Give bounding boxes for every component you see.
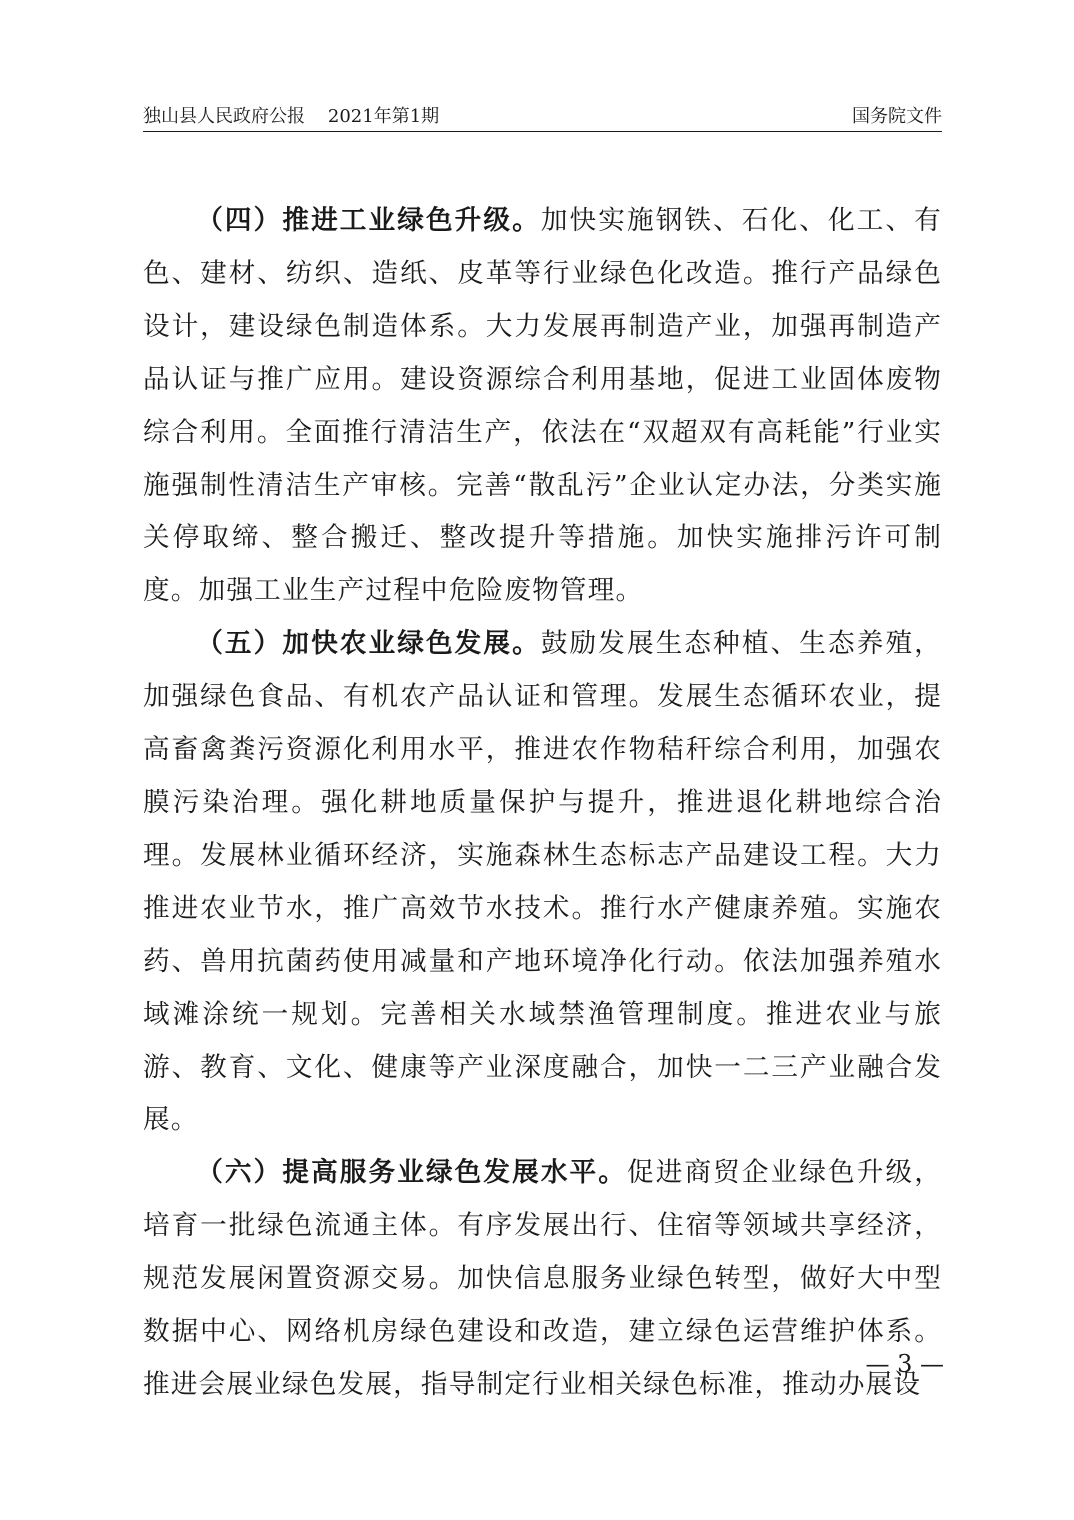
paragraph-services xyxy=(143,1147,942,1412)
paragraph-heading: （五）加快农业绿色发展。 xyxy=(196,628,541,660)
page-number: — 3 — xyxy=(865,1350,944,1378)
header-divider xyxy=(143,131,942,132)
section-label: 国务院文件 xyxy=(852,106,942,127)
document-body xyxy=(143,195,942,1412)
page-header xyxy=(143,104,942,130)
paragraph-agriculture xyxy=(143,618,942,1147)
paragraph-heading: （六）提高服务业绿色发展水平。 xyxy=(196,1157,627,1189)
paragraph-industry xyxy=(143,195,942,618)
paragraph-text: 鼓励发展生态种植、生态养殖，加强绿色食品、有机农产品认证和管理。发展生态循环农业，提高畜禽粪污资源化利用水平，推进农作物秸秆综合利用，加强农膜污染治理。强化耕地质量保护与提升，推进退化耕地综合治理。发展林业循环经济，实施森林生态标志产品建设工程。大力推进农业节水，推广高效节水技术。推行水产健康养殖。实施农药、兽用抗菌药使用减量和产地环境净化行动。依法加强养殖水域滩涂统一规划。完善相关水域禁渔管理制度。推进农业与旅游、教育、文化、健康等产业深度融合，加快一二三产业融合发展。 xyxy=(143,628,942,1136)
paragraph-heading: （四）推进工业绿色升级。 xyxy=(196,205,541,236)
paragraph-text: 加快实施钢铁、石化、化工、有色、建材、纺织、造纸、皮革等行业绿色化改造。推行产品绿色设计，建设绿色制造体系。大力发展再制造产业，加强再制造产品认证与推广应用。建设资源综合利用基地，促进工业固体废物综合利用。全面推行清洁生产，依法在“双超双有高耗能”行业实施强制性清洁生产审核。完善“散乱污”企业认定办法，分类实施关停取缔、整合搬迁、整改提升等措施。加快实施排污许可制度。加强工业生产过程中危险废物管理。 xyxy=(143,205,942,607)
bulletin-title: 独山县人民政府公报 2021年第1期 xyxy=(143,106,440,127)
paragraph-text: 促进商贸企业绿色升级，培育一批绿色流通主体。有序发展出行、住宿等领域共享经济，规范发展闲置资源交易。加快信息服务业绿色转型，做好大中型数据中心、网络机房绿色建设和改造，建立绿色运营维护体系。推进会展业绿色发展，指导制定行业相关绿色标准，推动办展设 xyxy=(143,1157,942,1400)
